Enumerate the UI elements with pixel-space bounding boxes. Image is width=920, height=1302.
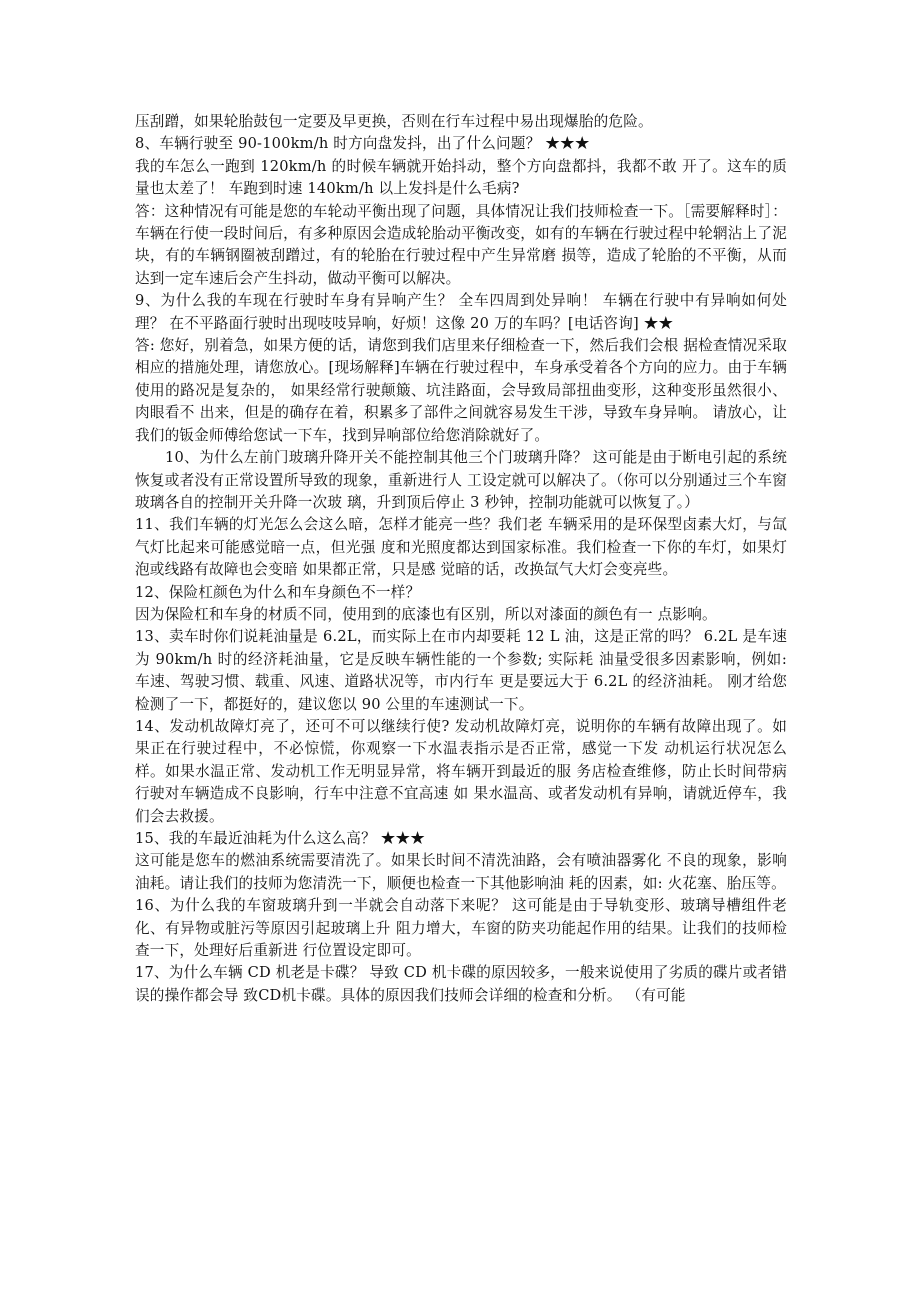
question-8-customer-complaint: 我的车怎么一跑到 120km/h 的时候车辆就开始抖动，整个方向盘都抖，我都不敢 开了。这车的质量也太差了！ 车跑到时速 140km/h 以上发抖是什么毛病?: [135, 157, 787, 198]
question-15-answer: 这可能是您车的燃油系统需要清洗了。如果长时间不清洗油路，会有喷油器雾化 不良的现象，影响油耗。请让我们的技师为您清洗一下，顺便也检查一下其他影响油 耗的因素，如: 火花塞、胎压等。: [135, 852, 787, 892]
question-8-heading: 8、车辆行驶至 90-100km/h 时方向盘发抖，出了什么问题？ ★★★: [135, 135, 590, 153]
question-12-heading: 12、保险杠颜色为什么和车身颜色不一样？: [135, 583, 421, 601]
question-11-paragraph: 11、我们车辆的灯光怎么会这么暗，怎样才能亮一些？我们老 车辆采用的是环保型卤素大灯，与氙气灯比起来可能感觉暗一点，但光强 度和光照度都达到国家标准。我们检查一下你的车灯，如果灯泡或线路有故障也会变暗 如果都正常，只是感 觉暗的话，改换氙气大灯会变亮些。: [135, 516, 787, 579]
document-body: [135, 111, 787, 1007]
question-16-paragraph: 16、为什么我的车窗玻璃升到一半就会自动落下来呢？ 这可能是由于导轨变形、玻璃导槽组件老化、有异物或脏污等原因引起玻璃上升 阻力增大，车窗的防夹功能起作用的结果。让我们的技师检查一下，处理好后重新进 行位置设定即可。: [135, 897, 787, 960]
question-9-heading: 9、为什么我的车现在行驶时车身有异响产生？ 全车四周到处异响！ 车辆在行驶中有异响如何处理？ 在不平路面行驶时出现吱吱异响，好烦！这像 20 万的车吗？[电话咨询] ★★: [135, 292, 787, 332]
question-8-answer: 答：这种情况有可能是您的车轮动平衡出现了问题，具体情况让我们技师检查一下。［需要解释时］： 车辆在行使一段时间后，有多种原因会造成轮胎动平衡改变，如有的车辆在行驶过程中轮辋沾上了泥块，有的车辆钢圈被刮蹭过，有的轮胎在行驶过程中产生异常磨 损等，造成了轮胎的不平衡，从而达到一定车速后会产生抖动，做动平衡可以解决。: [135, 202, 787, 287]
question-13-paragraph: 13、卖车时你们说耗油量是 6.2L，而实际上在市内却要耗 12 L 油，这是正常的吗？ 6.2L 是车速为 90km/h 时的经济耗油量，它是反映车辆性能的一个参数; 实际耗 油量受很多因素影响，例如: 车速、驾驶习惯、载重、风速、道路状况等，市内行车 更是要远大于 6.2L 的经济油耗。 刚才给您检测了一下，都挺好的，建议您以 90 公里的车速测试一下。: [135, 628, 787, 713]
question-14-paragraph: 14、发动机故障灯亮了，还可不可以继续行使? 发动机故障灯亮，说明你的车辆有故障出现了。如果正在行驶过程中，不必惊慌，你观察一下水温表指示是否正常，感觉一下发 动机运行状况怎么样。如果水温正常、发动机工作无明显异常，将车辆开到最近的服 务店检查维修，防止长时间带病行驶对车辆造成不良影响，行车中注意不宜高速 如 果水温高、或者发动机有异响，请就近停车，我们会去救援。: [135, 717, 787, 825]
question-10-paragraph: 10、为什么左前门玻璃升降开关不能控制其他三个门玻璃升降？ 这可能是由于断电引起的系统恢复或者没有正常设置所导致的现象，重新进行人 工设定就可以解决了。（你可以分别通过三个车窗玻璃各自的控制开关升降一次玻 璃，升到顶后停止 3 秒钟，控制功能就可以恢复了。）: [135, 449, 787, 511]
paragraph-continuation: 压刮蹭，如果轮胎鼓包一定要及早更换，否则在行车过程中易出现爆胎的危险。: [135, 113, 653, 130]
question-15-heading: 15、我的车最近油耗为什么这么高？ ★★★: [135, 830, 426, 847]
question-17-paragraph: 17、为什么车辆 CD 机老是卡碟？ 导致 CD 机卡碟的原因较多，一般来说使用了劣质的碟片或者错误的操作都会导 致CD机卡碟。具体的原因我们技师会详细的检查和分析。 （有可能: [135, 964, 787, 1004]
question-12-answer: 因为保险杠和车身的材质不同，使用到的底漆也有区别，所以对漆面的颜色有一 点影响。: [135, 605, 717, 623]
question-9-answer: 答: 您好，别着急，如果方便的话，请您到我们店里来仔细检查一下，然后我们会根 据检查情况采取相应的措施处理，请您放心。[现场解释]车辆在行驶过程中，车身承受着各个方向的应力。由于车辆使用的路况是复杂的， 如果经常行驶颠簸、坑洼路面，会导致局部扭曲变形，这种变形虽然很小、肉眼看不 出来，但是的确存在着，积累多了部件之间就容易发生干涉，导致车身异响。 请放心，让我们的钣金师傅给您试一下车，找到异响部位给您消除就好了。: [135, 337, 787, 444]
